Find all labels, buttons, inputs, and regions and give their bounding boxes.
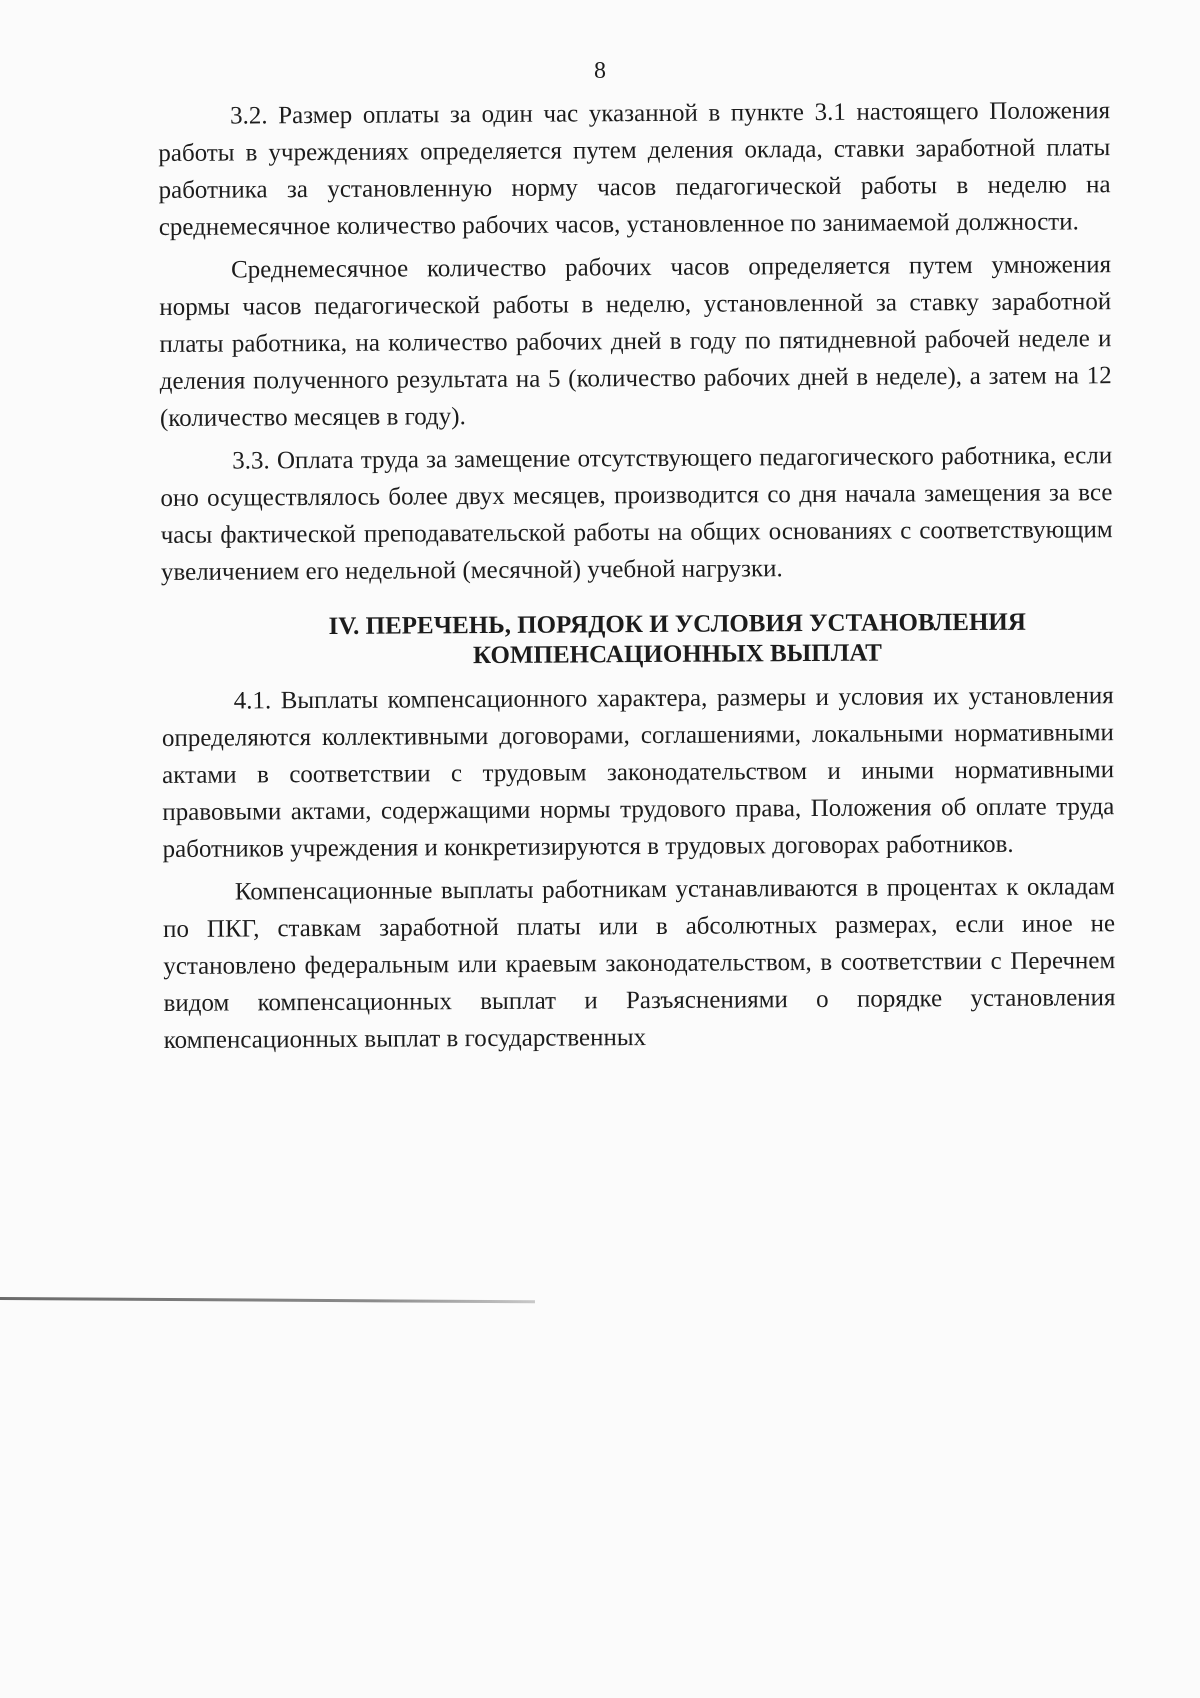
page-content — [158, 92, 1116, 1059]
page-number: 8 — [594, 58, 606, 84]
footnote-separator — [0, 1297, 535, 1303]
paragraph-compensation: Компенсационные выплаты работникам устанавливаются в процентах к окладам по ПКГ, ставкам заработной платы или в абсолютных размерах, если иное не установлено федеральным или краевым законодательством, в соответствии с Перечнем видом компенсационных выплат и Разъяснениями о порядке установления компенсационных выплат в государственных — [162, 873, 1116, 1054]
section-heading-line-2: КОМПЕНСАЦИОННЫХ ВЫПЛАТ — [472, 639, 882, 670]
section-heading — [161, 607, 1113, 673]
paragraph-3-3: 3.3. Оплата труда за замещение отсутствующего педагогического работника, если оно осуществлялось более двух месяцев, производится со дня начала замещения за все часы фактической преподавательской работы на общих основаниях с соответствующим увеличением его недельной (месячной) учебной нагрузки. — [160, 442, 1113, 586]
section-heading-line-1: IV. ПЕРЕЧЕНЬ, ПОРЯДОК И УСЛОВИЯ УСТАНОВЛЕНИЯ — [328, 608, 1026, 640]
paragraph-3-2: 3.2. Размер оплаты за один час указанной в пункте 3.1 настоящего Положения работы в учреждениях определяется путем деления оклада, ставки заработной платы работника за установленную норму часов педагогической работы в неделю на среднемесячное количество рабочих часов, установленное по занимаемой должности. — [158, 97, 1111, 241]
paragraph-monthly-hours: Среднемесячное количество рабочих часов определяется путем умножения нормы часов педагогической работы в неделю, установленной за ставку заработной платы работника, на количество рабочих дней в году по пятидневной рабочей неделе и деления полученного результата на 5 (количество рабочих дней в неделе), а затем на 12 (количество месяцев в году). — [159, 251, 1112, 432]
paragraph-4-1: 4.1. Выплаты компенсационного характера, размеры и условия их установления определяются коллективными договорами, соглашениями, локальными нормативными актами в соответствии с трудовым законодательством и иными нормативными правовыми актами, содержащими нормы трудового права, Положения об оплате труда работников учреждения и конкретизируются в трудовых договорах работников. — [161, 682, 1115, 863]
